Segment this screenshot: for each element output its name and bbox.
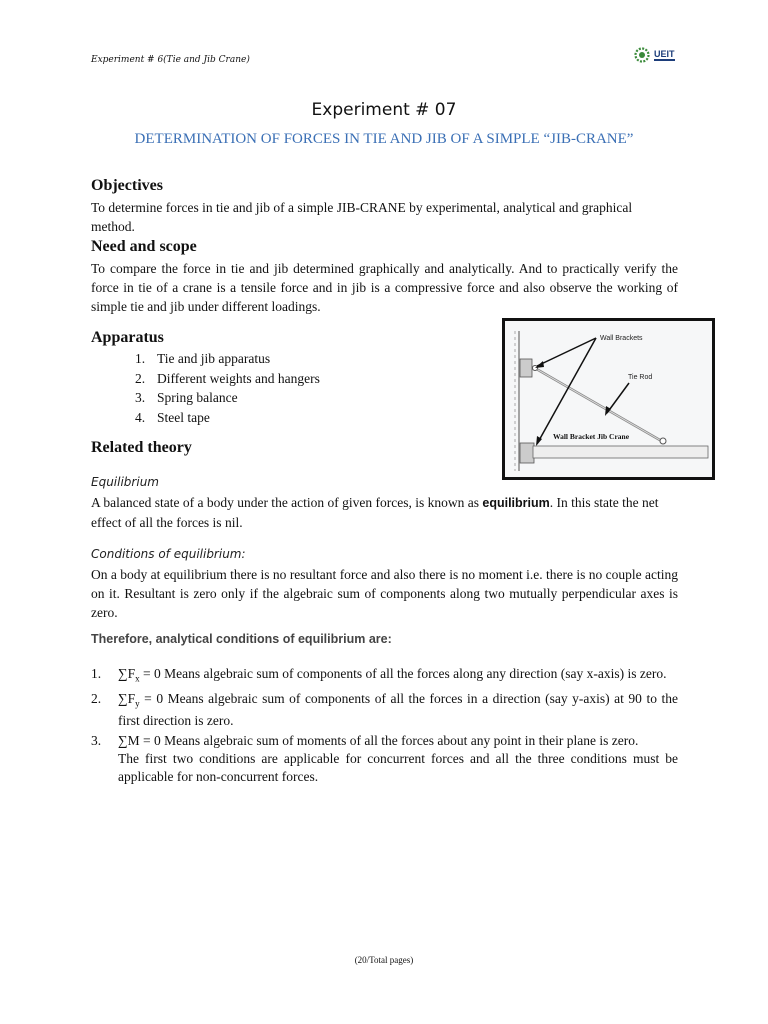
apparatus-list (135, 349, 320, 427)
equilibrium-subheading: Equilibrium (91, 475, 159, 489)
list-item: 4. Steel tape (135, 409, 210, 425)
gear-emblem-icon (634, 47, 650, 63)
tie-rod-label: Tie Rod (628, 374, 653, 381)
list-item: 1. Tie and jib apparatus (135, 351, 271, 366)
logo-text: UEIT (654, 49, 675, 59)
list-item: 2. $\sum F_y = 0$ Means algebraic sum of components of all the forces in a direction (say y-axis) at 90 to the first direction is zero. (91, 690, 678, 729)
objectives-text: To determine forces in tie and jib of a simple JIB-CRANE by experimental, analytical and graphical method. (91, 200, 633, 234)
analytical-conditions-lead: Therefore, analytical conditions of equilibrium are: (91, 632, 392, 646)
list-item: 3. ∑M = 0 Means algebraic sum of moments of all the forces about any point in their plane is zero. The first two conditions are applicable for concurrent forces and all the three conditions must be applicable for non-concurrent forces. (91, 733, 678, 785)
apparatus-heading: Apparatus (91, 329, 164, 346)
equilibrium-text: A balanced state of a body under the action of given forces, is known as equilibrium. In this state the net effect of all the forces is nil. (91, 495, 659, 530)
need-scope-heading: Need and scope (91, 238, 197, 255)
running-header: Experiment # 6(Tie and Jib Crane) (91, 55, 250, 65)
equilibrium-conditions-list (91, 665, 678, 786)
experiment-number: Experiment # 07 (311, 100, 457, 120)
jib-crane-diagram (505, 321, 712, 477)
figure-caption: Wall Bracket Jib Crane (553, 432, 630, 441)
related-theory-heading: Related theory (91, 439, 192, 456)
equilibrium-term: equilibrium (482, 496, 550, 510)
wall-brackets-label: Wall Brackets (600, 335, 643, 342)
list-item: 3. Spring balance (135, 390, 238, 405)
page-footer: (20/Total pages) (354, 955, 414, 965)
list-item: 1. $\sum F_x = 0$ Means algebraic sum of components of all the forces along any direction (say x-axis) is zero. (91, 666, 667, 684)
conditions-closing: The first two conditions are applicable for concurrent forces and all the three conditions must be applicable for non-concurrent forces. (118, 751, 678, 785)
conditions-subheading: Conditions of equilibrium: (91, 547, 246, 561)
university-logo (634, 44, 684, 66)
jib-crane-figure (502, 318, 715, 480)
objectives-heading: Objectives (91, 177, 163, 194)
need-scope-text: To compare the force in tie and jib determined graphically and analytically. And to practically verify the force in tie of a crane is a tensile force and in jib is a compressive force and also observe the working of simple tie and jib under different loadings. (91, 261, 678, 314)
list-item: 2. Different weights and hangers (135, 370, 320, 386)
conditions-text: On a body at equilibrium there is no resultant force and also there is no moment i.e. there is no couple acting on it. Resultant is zero only if the algebraic sum of components along two mutually perpendicular axes is zero. (91, 567, 678, 620)
page-title: DETERMINATION OF FORCES IN TIE AND JIB OF A SIMPLE “JIB-CRANE” (134, 131, 634, 147)
